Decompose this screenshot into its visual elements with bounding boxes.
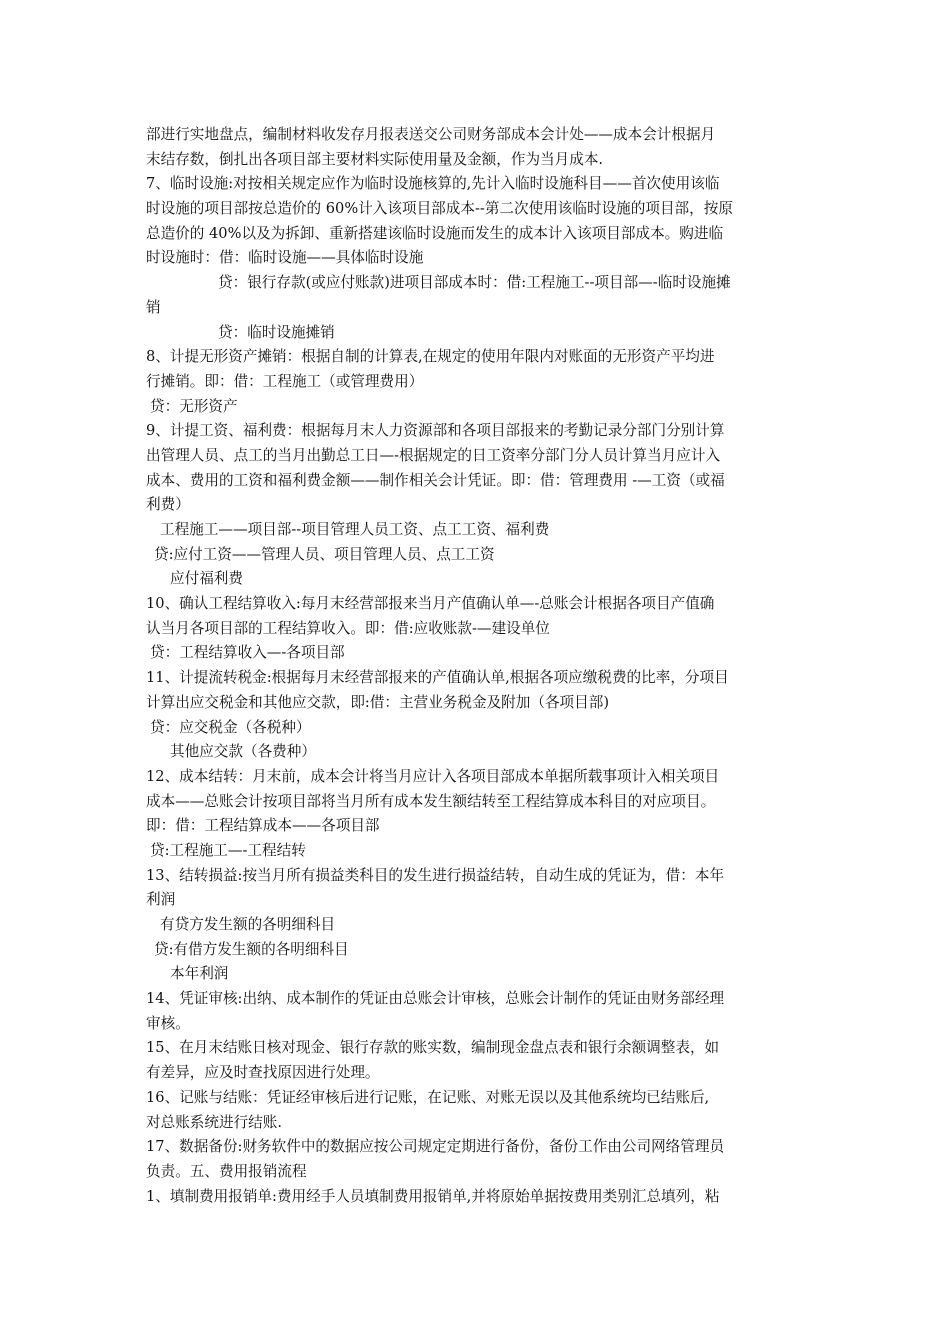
- text-line: 17、数据备份:财务软件中的数据应按公司规定定期进行备份，备份工作由公司网络管理员: [146, 1138, 725, 1156]
- text-line: 8、计提无形资产摊销：根据自制的计算表,在规定的使用年限内对账面的无形资产平均进: [146, 348, 715, 366]
- text-line: 应付福利费: [170, 570, 243, 588]
- text-line: 10、确认工程结算收入:每月末经营部报来当月产值确认单—-总账会计根据各项目产值确: [146, 595, 715, 613]
- text-line: 15、在月末结账日核对现金、银行存款的账实数，编制现金盘点表和银行余额调整表，如: [146, 1039, 720, 1057]
- text-line: 成本、费用的工资和福利费金额——制作相关会计凭证。即：借：管理费用 -—工资（或福: [146, 471, 725, 489]
- text-line: 11、计提流转税金:根据每月末经营部报来的产值确认单,根据各项应缴税费的比率，分项目: [146, 669, 729, 687]
- text-line: 其他应交款（各费种）: [170, 743, 316, 761]
- text-line: 计算出应交税金和其他应交款，即:借：主营业务税金及附加（各项目部): [146, 693, 610, 711]
- text-line: 有差异，应及时查找原因进行处理。: [146, 1064, 380, 1082]
- text-line: 出管理人员、点工的当月出勤总工日—-根据规定的日工资率分部门分人员计算当月应计入: [146, 446, 721, 464]
- text-line: 贷：无形资产: [150, 397, 238, 415]
- text-line: 即：借：工程结算成本——各项目部: [146, 817, 380, 835]
- text-line: 利费）: [146, 496, 190, 514]
- text-line: 对总账系统进行结账.: [146, 1113, 282, 1131]
- text-line: 有贷方发生额的各明细科目: [160, 916, 336, 933]
- text-line: 贷：应交税金（各税种）: [150, 718, 311, 736]
- text-line: 13、结转损益:按当月所有损益类科目的发生进行损益结转，自动生成的凭证为，借：本年: [146, 866, 725, 884]
- text-line: 贷:有借方发生额的各明细科目: [154, 940, 349, 958]
- text-line: 14、凭证审核:出纳、成本制作的凭证由总账会计审核，总账会计制作的凭证由财务部经理: [146, 990, 725, 1008]
- text-line: 销: [146, 298, 161, 316]
- text-line: 利润: [146, 891, 176, 909]
- text-line: 末结存数，倒扎出各项目部主要材料实际使用量及金额，作为当月成本.: [146, 150, 604, 168]
- text-line: 成本——总账会计按项目部将当月所有成本发生额结转至工程结算成本科目的对应项目。: [146, 792, 716, 810]
- text-line: 时设施时：借：临时设施——具体临时设施: [146, 249, 424, 267]
- text-line: 1、填制费用报销单:费用经手人员填制费用报销单,并将原始单据按费用类别汇总填列，粘: [146, 1187, 720, 1205]
- text-line: 时设施的项目部按总造价的 60%计入该项目部成本--第二次使用该临时设施的项目部，按原: [146, 200, 733, 218]
- text-line: 总造价的 40%以及为拆卸、重新搭建该临时设施而发生的成本计入该项目部成本。购进临: [146, 224, 724, 242]
- text-line: 审核。: [146, 1014, 190, 1032]
- text-line: 行摊销。即：借：工程施工（或管理费用）: [146, 372, 424, 390]
- text-line: 负责。五、费用报销流程: [146, 1162, 307, 1180]
- text-line: 贷：临时设施摊销: [218, 323, 335, 341]
- text-line: 认当月各项目部的工程结算收入。即：借:应收账款-—建设单位: [146, 619, 550, 637]
- text-line: 贷：工程结算收入—-各项目部: [150, 644, 345, 662]
- text-line: 部进行实地盘点，编制材料收发存月报表送交公司财务部成本会计处——成本会计根据月: [146, 126, 716, 143]
- text-line: 本年利润: [170, 965, 229, 983]
- text-line: 7、临时设施:对按相关规定应作为临时设施核算的,先计入临时设施科目——首次使用该临: [146, 175, 720, 193]
- document-body: [146, 123, 810, 1209]
- text-line: 12、成本结转：月末前，成本会计将当月应计入各项目部成本单据所载事项计入相关项目: [146, 767, 720, 785]
- text-line: 贷：银行存款(或应付账款)进项目部成本时：借:工程施工--项目部—-临时设施摊: [218, 274, 731, 292]
- text-line: 工程施工——项目部--项目管理人员工资、点工工资、福利费: [160, 521, 550, 538]
- text-line: 9、计提工资、福利费：根据每月末人力资源部和各项目部报来的考勤记录分部门分别计算: [146, 422, 725, 440]
- text-line: 贷:工程施工—-工程结转: [150, 841, 306, 859]
- text-line: 贷:应付工资——管理人员、项目管理人员、点工工资: [154, 545, 495, 563]
- text-line: 16、记账与结账：凭证经审核后进行记账，在记账、对账无误以及其他系统均已结账后,: [146, 1088, 710, 1106]
